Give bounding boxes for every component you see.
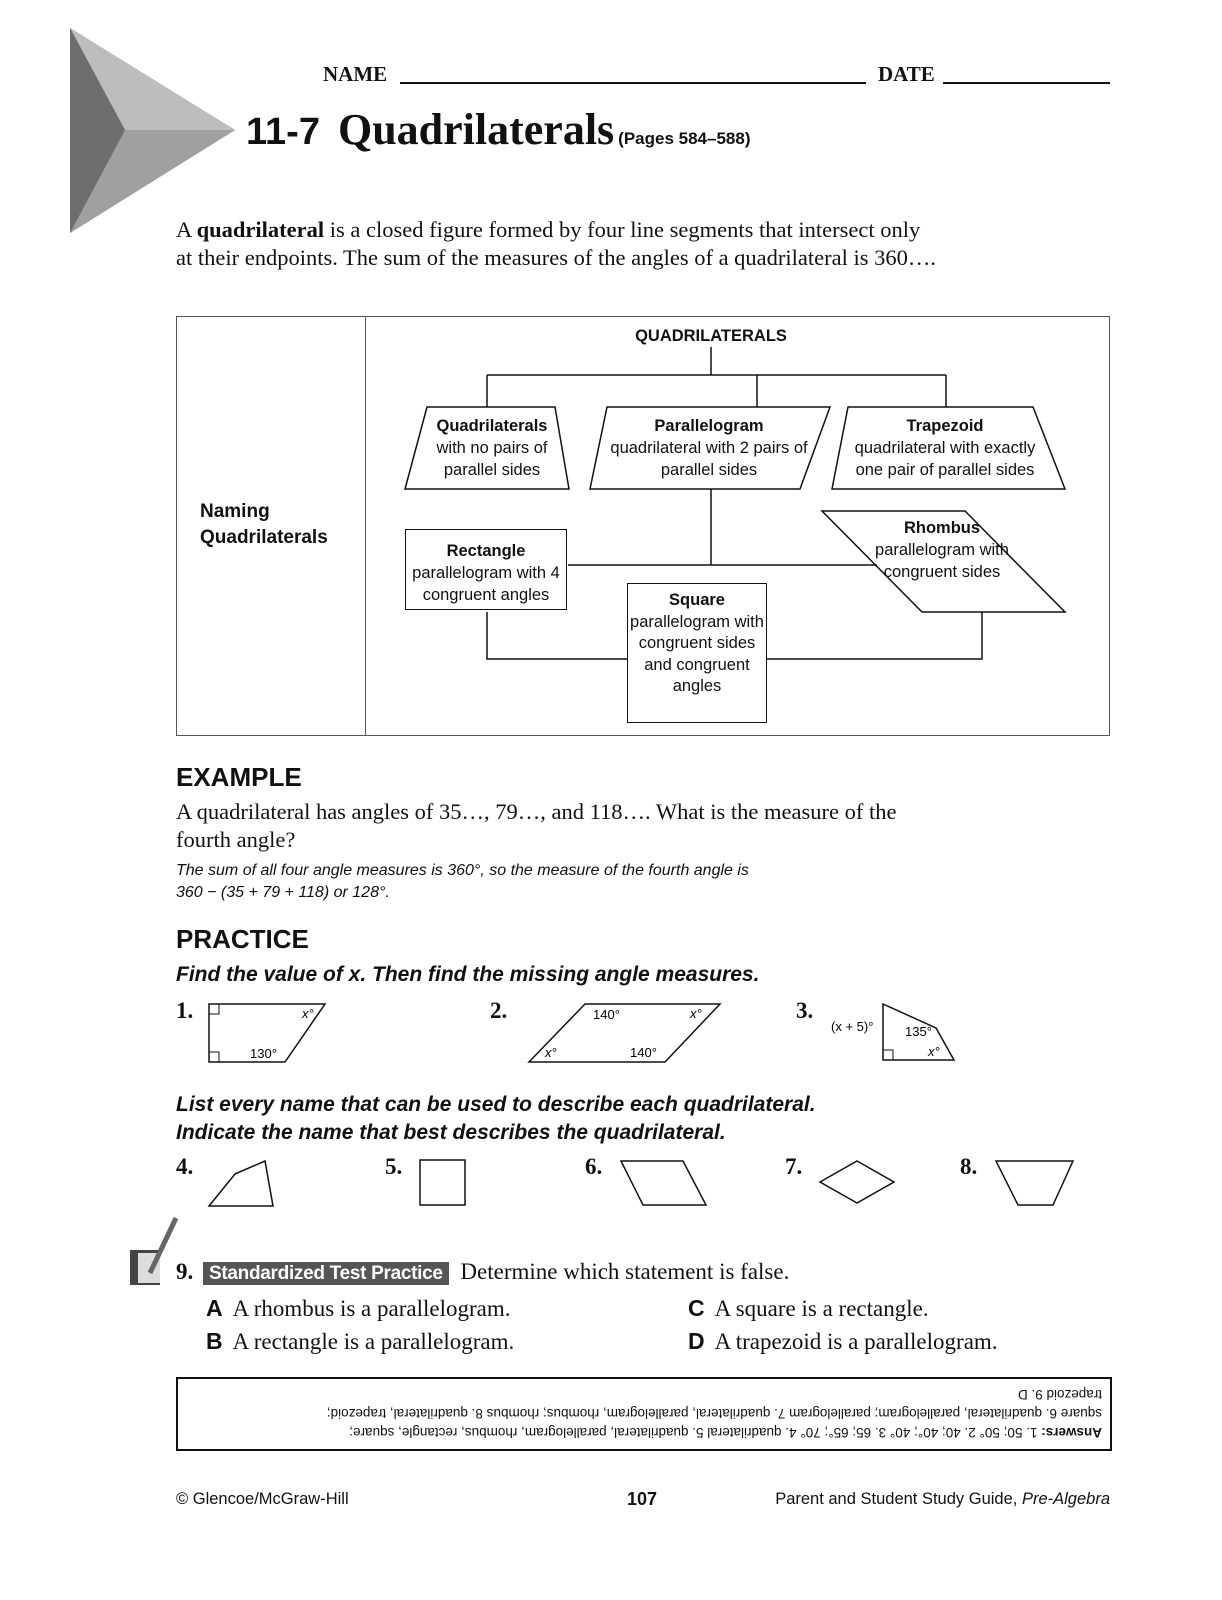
lesson-number: 11-7 [246, 111, 320, 153]
name-field[interactable] [400, 82, 866, 84]
node-parallelogram: Parallelogram quadrilateral with 2 pairs of parallel sides [610, 417, 808, 479]
name-label: NAME [323, 62, 388, 86]
svg-text:(x + 5)°: (x + 5)° [831, 1019, 874, 1034]
test-question [176, 1259, 789, 1285]
term-quadrilateral: quadrilateral [196, 217, 325, 242]
problem-number: 8. [960, 1154, 978, 1179]
svg-text:x°: x° [928, 1044, 940, 1059]
book-title: Parent and Student Study Guide, Pre-Algebra [775, 1490, 1110, 1508]
svg-text:x°: x° [690, 1006, 702, 1021]
svg-text:140°: 140° [593, 1007, 620, 1022]
problem-8-figure [993, 1158, 1078, 1208]
naming-table [176, 316, 1110, 736]
svg-text:x°: x° [302, 1006, 314, 1021]
problem-number: 4. [176, 1154, 194, 1179]
intro-paragraph: A quadrilateral is a closed figure formed by four line segments that intersect only at their endpoints. The sum of the measures of the angles of a quadrilateral is 360…. [176, 217, 937, 270]
practice-heading: PRACTICE [176, 924, 309, 954]
problem-6-figure [618, 1158, 710, 1208]
node-rhombus: Rhombus parallelogram with congruent sides [875, 519, 1009, 581]
test-pencil-icon [128, 1215, 183, 1290]
test-prompt: Determine which statement is false. [460, 1259, 790, 1284]
problem-1-figure [205, 1000, 335, 1065]
example-heading: EXAMPLE [176, 762, 302, 792]
problem-number: 7. [785, 1154, 803, 1179]
example-question: A quadrilateral has angles of 35…, 79…, and 118…. What is the measure of the fourth angle? [176, 799, 897, 852]
practice-instruction-1: Find the value of x. Then find the missing angle measures. [176, 963, 760, 986]
problem-number: 3. [796, 998, 814, 1023]
example-answer: The sum of all four angle measures is 360°, so the measure of the fourth angle is 360 − (35 + 79 + 118) or 128°. [176, 862, 749, 901]
problem-number: 1. [176, 998, 194, 1023]
option-d[interactable]: D A trapezoid is a parallelogram. [688, 1328, 998, 1354]
answers-box [176, 1377, 1112, 1451]
practice-instruction-2: List every name that can be used to describe each quadrilateral. Indicate the name that best describes the quadrilateral. [176, 1093, 816, 1144]
node-no-parallel: Quadrilaterals with no pairs of parallel sides [436, 417, 548, 479]
problem-2-figure [525, 1000, 725, 1065]
date-field[interactable] [943, 82, 1110, 84]
page-title [246, 104, 751, 155]
problem-4-figure [205, 1158, 277, 1210]
problem-7-figure [817, 1158, 897, 1208]
svg-text:x°: x° [545, 1045, 557, 1060]
svg-text:130°: 130° [250, 1046, 277, 1061]
test-practice-badge: Standardized Test Practice [203, 1262, 449, 1285]
answers-upside-down: Answers: 1. 50; 50° 2. 40; 40°; 40° 3. 65; 65°; 70° 4. quadrilateral 5. quadrilateral, parallelogram, rhombus, rectangle, square; square 6. quadrilateral, parallelogram; parallelogram 7. quadrilateral, parallelogram, rhombus; rhombus 8. quadrilateral, trapezoid; trapezoid 9. D [326, 1387, 1102, 1440]
svg-text:135°: 135° [905, 1024, 932, 1039]
problem-number: 2. [490, 998, 508, 1023]
diagram-root: QUADRILATERALS [635, 327, 787, 345]
page-range: (Pages 584–588) [618, 129, 751, 148]
problem-number: 6. [585, 1154, 603, 1179]
triangle-tab-icon [70, 28, 240, 233]
copyright: © Glencoe/McGraw-Hill [176, 1490, 349, 1508]
problem-5-figure [418, 1158, 468, 1208]
node-trapezoid: Trapezoid quadrilateral with exactly one pair of parallel sides [854, 417, 1036, 479]
lesson-title: Quadrilaterals [337, 105, 615, 154]
node-square: Square parallelogram with congruent sides and congruent angles [627, 583, 767, 723]
svg-text:140°: 140° [630, 1045, 657, 1060]
option-b[interactable]: B A rectangle is a parallelogram. [206, 1328, 515, 1354]
date-label: DATE [878, 62, 935, 86]
node-rectangle: Rectangle parallelogram with 4 congruent angles [405, 529, 567, 610]
problem-number: 5. [385, 1154, 403, 1179]
option-c[interactable]: C A square is a rectangle. [688, 1295, 929, 1321]
problem-number: 9. [176, 1259, 194, 1284]
problem-3-figure [828, 1000, 963, 1065]
row-label: Naming Quadrilaterals [200, 501, 328, 548]
option-a[interactable]: A A rhombus is a parallelogram. [206, 1295, 511, 1321]
page-number: 107 [627, 1489, 658, 1509]
